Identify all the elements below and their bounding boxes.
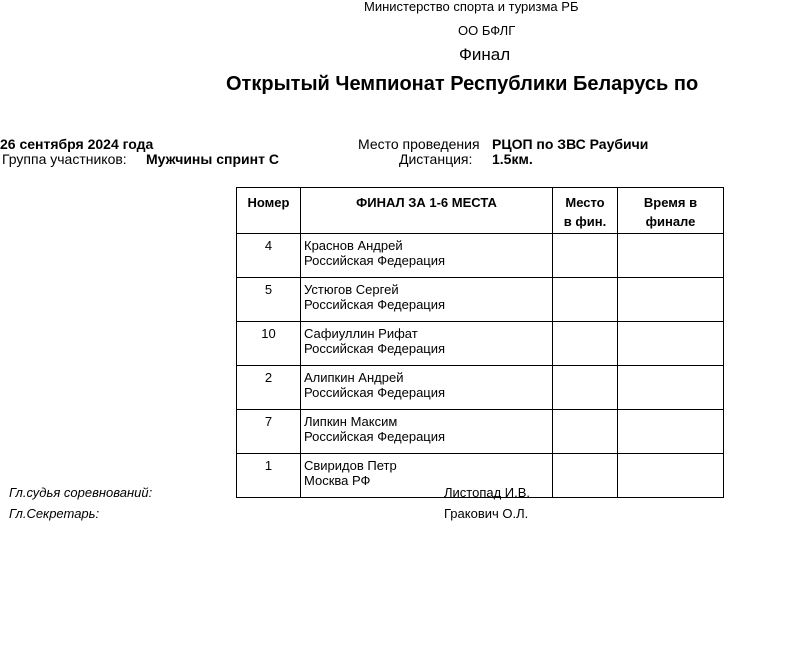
athlete-name: Краснов Андрей	[304, 238, 403, 253]
place-cell	[553, 410, 618, 454]
athlete-number: 5	[237, 278, 301, 322]
athlete-cell	[301, 234, 553, 278]
judge-name: Листопад И.В.	[444, 485, 531, 500]
header-final: ФИНАЛ ЗА 1-6 МЕСТА	[301, 188, 553, 234]
table-row	[237, 410, 724, 454]
org-line: ОО БФЛГ	[458, 23, 516, 38]
stage-title: Финал	[459, 45, 511, 64]
athlete-region: Российская Федерация	[304, 429, 446, 444]
group-label: Группа участников:	[2, 151, 127, 167]
athlete-name: Устюгов Сергей	[304, 282, 399, 297]
header-place-line2: в фин.	[563, 214, 607, 229]
distance-label: Дистанция:	[399, 151, 473, 167]
header-number: Номер	[237, 188, 301, 234]
secretary-name: Гракович О.Л.	[444, 506, 529, 521]
venue-label: Место проведения	[358, 136, 480, 152]
athlete-region: Российская Федерация	[304, 253, 446, 268]
place-cell	[553, 278, 618, 322]
place-cell	[553, 234, 618, 278]
event-date: 26 сентября 2024 года	[0, 136, 154, 152]
header-place-line1: Место	[565, 195, 605, 210]
athlete-region: Российская Федерация	[304, 341, 446, 356]
time-cell	[618, 322, 724, 366]
athlete-name: Алипкин Андрей	[304, 370, 404, 385]
table-row	[237, 278, 724, 322]
athlete-number: 7	[237, 410, 301, 454]
athlete-cell	[301, 366, 553, 410]
athlete-number: 1	[237, 454, 301, 498]
table-row	[237, 322, 724, 366]
athlete-region: Российская Федерация	[304, 297, 446, 312]
ministry-line: Министерство спорта и туризма РБ	[364, 0, 579, 14]
place-cell	[553, 322, 618, 366]
secretary-label: Гл.Секретарь:	[9, 506, 100, 521]
header-time-line2: финале	[645, 214, 696, 229]
venue-value: РЦОП по ЗВС Раубичи	[492, 136, 649, 152]
athlete-name: Липкин Максим	[304, 414, 398, 429]
results-table	[236, 187, 724, 498]
time-cell	[618, 366, 724, 410]
time-cell	[618, 234, 724, 278]
athlete-name: Сафиуллин Рифат	[304, 326, 418, 341]
athlete-cell	[301, 322, 553, 366]
table-row	[237, 234, 724, 278]
athlete-number: 4	[237, 234, 301, 278]
place-cell	[553, 454, 618, 498]
header-time	[618, 188, 724, 234]
athlete-number: 10	[237, 322, 301, 366]
time-cell	[618, 278, 724, 322]
place-cell	[553, 366, 618, 410]
table-row	[237, 366, 724, 410]
time-cell	[618, 410, 724, 454]
athlete-cell	[301, 410, 553, 454]
group-value: Мужчины спринт С	[146, 151, 279, 167]
athlete-region: Москва РФ	[304, 473, 371, 488]
distance-value: 1.5км.	[492, 151, 533, 167]
athlete-number: 2	[237, 366, 301, 410]
table-header-row	[237, 188, 724, 234]
athlete-region: Российская Федерация	[304, 385, 446, 400]
page-title: Открытый Чемпионат Республики Беларусь по	[226, 73, 699, 95]
athlete-name: Свиридов Петр	[304, 458, 397, 473]
athlete-cell	[301, 278, 553, 322]
judge-label: Гл.судья соревнований:	[9, 485, 153, 500]
header-place	[553, 188, 618, 234]
time-cell	[618, 454, 724, 498]
header-time-line1: Время в	[643, 195, 698, 210]
